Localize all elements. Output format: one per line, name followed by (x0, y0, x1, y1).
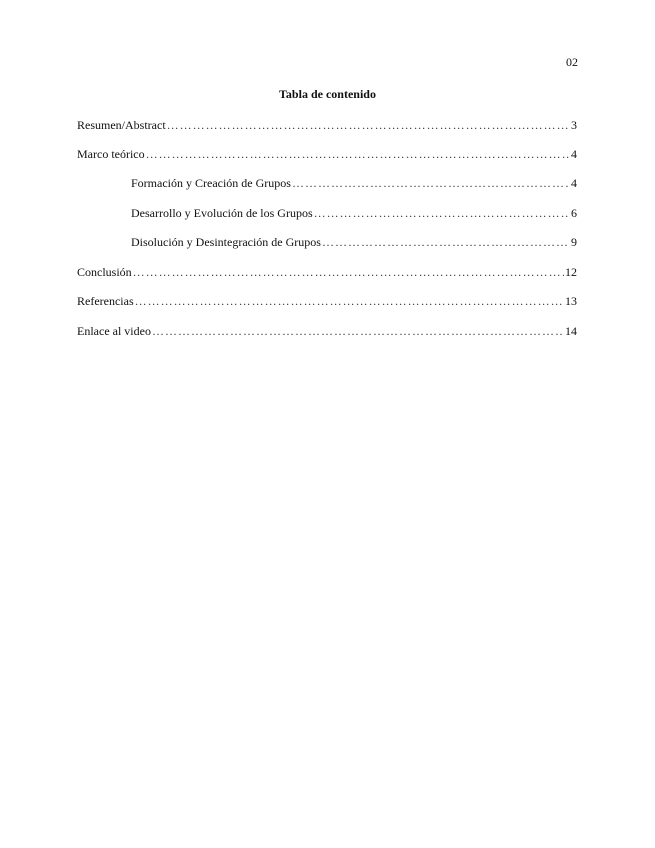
dot-leader (322, 234, 570, 250)
toc-entry-desarrollo[interactable] (131, 205, 577, 221)
dot-leader (146, 146, 570, 162)
toc-entry-enlace-video[interactable] (77, 323, 577, 339)
toc-entry-page: 13 (565, 294, 577, 308)
toc-entry-page: 12 (565, 265, 577, 279)
dot-leader (314, 205, 570, 221)
dot-leader (292, 175, 570, 191)
toc-entry-marco-teorico[interactable] (77, 146, 577, 162)
toc-entry-page: 6 (571, 206, 577, 220)
toc-title: Tabla de contenido (279, 87, 376, 101)
toc-entry-page: 4 (571, 176, 577, 190)
toc-entry-referencias[interactable] (77, 293, 577, 309)
toc-entry-page: 4 (571, 147, 577, 161)
toc-entry-disolucion[interactable] (131, 234, 577, 250)
toc-entry-label: Resumen/Abstract (77, 118, 166, 132)
toc-entry-page: 14 (565, 324, 577, 338)
toc-entry-label: Referencias (77, 294, 134, 308)
toc-entry-resumen[interactable] (77, 117, 577, 133)
toc-entry-label: Enlace al video (77, 324, 151, 338)
dot-leader (135, 293, 564, 309)
toc-entry-page: 9 (571, 235, 577, 249)
toc-entry-label: Disolución y Desintegración de Grupos (131, 235, 321, 249)
dot-leader (167, 117, 570, 133)
dot-leader (133, 264, 564, 280)
toc-entry-label: Conclusión (77, 265, 132, 279)
toc-entry-label: Desarrollo y Evolución de los Grupos (131, 206, 313, 220)
toc-entry-conclusion[interactable] (77, 264, 577, 280)
toc-entry-label: Formación y Creación de Grupos (131, 176, 291, 190)
toc-entry-formacion[interactable] (131, 175, 577, 191)
toc-entry-page: 3 (571, 118, 577, 132)
dot-leader (152, 323, 564, 339)
page-number: 02 (566, 55, 578, 69)
toc-entry-label: Marco teórico (77, 147, 145, 161)
